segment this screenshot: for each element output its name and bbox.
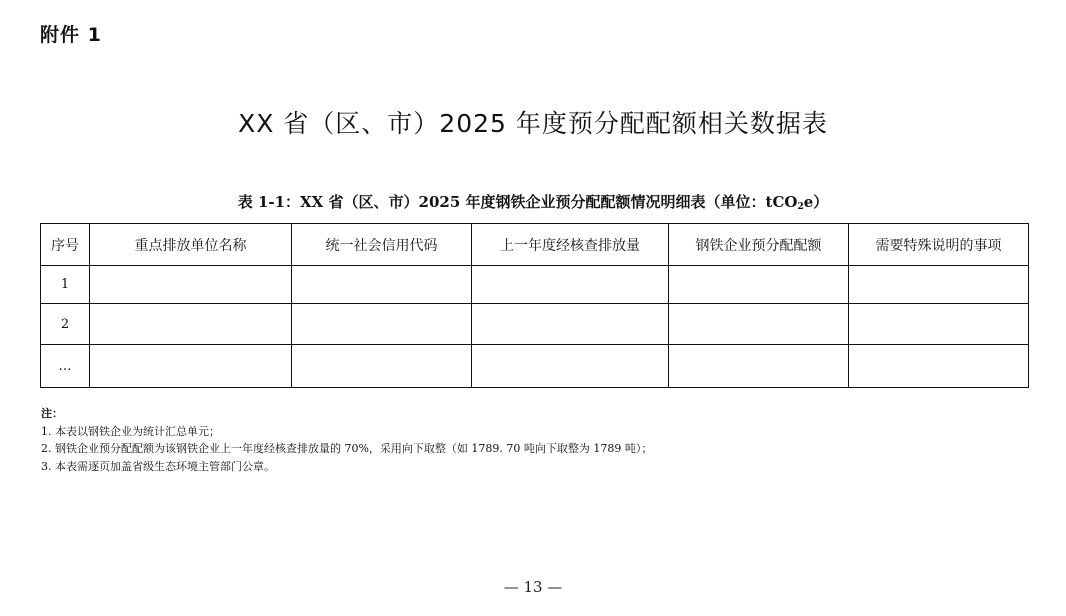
table-title	[0, 191, 1066, 212]
table-cell	[472, 304, 669, 345]
table-cell	[669, 304, 849, 345]
notes-heading: 注：	[41, 407, 63, 420]
table-header-row	[41, 224, 1029, 266]
header-pre-allocated-quota: 钢铁企业预分配配额	[669, 224, 849, 266]
table-row	[41, 345, 1029, 388]
page-number: — 13 —	[503, 578, 563, 596]
header-entity-name: 重点排放单位名称	[90, 224, 292, 266]
table-title-prefix: 表 1-1：XX 省（区、市）2025 年度钢铁企业预分配配额情况明细表（单位：tCO	[237, 193, 798, 211]
data-table	[40, 223, 1029, 388]
header-credit-code: 统一社会信用代码	[292, 224, 472, 266]
page-title: XX 省（区、市）2025 年度预分配配额相关数据表	[238, 109, 828, 138]
table-cell	[292, 266, 472, 304]
table-cell	[90, 345, 292, 388]
table-title-subscript: 2	[797, 202, 804, 212]
attachment-label: 附件 1	[40, 24, 102, 46]
header-verified-emissions: 上一年度经核查排放量	[472, 224, 669, 266]
table-cell	[849, 266, 1029, 304]
table-cell: …	[41, 345, 90, 388]
table-cell	[90, 266, 292, 304]
note-item: 2. 钢铁企业预分配配额为该钢铁企业上一年度经核查排放量的 70%，采用向下取整（如 1789. 70 吨向下取整为 1789 吨）；	[41, 442, 653, 455]
header-serial-number: 序号	[41, 224, 90, 266]
table-cell	[90, 304, 292, 345]
table-cell	[669, 345, 849, 388]
table-row	[41, 266, 1029, 304]
table-title-suffix: e）	[803, 193, 829, 211]
notes-section	[41, 405, 652, 475]
note-item: 3. 本表需逐页加盖省级生态环境主管部门公章。	[41, 459, 275, 473]
table-cell	[472, 345, 669, 388]
table-cell	[292, 345, 472, 388]
table-cell	[849, 304, 1029, 345]
table-cell	[669, 266, 849, 304]
table-cell	[292, 304, 472, 345]
table-cell: 1	[41, 266, 90, 304]
table-cell: 2	[41, 304, 90, 345]
header-special-notes: 需要特殊说明的事项	[849, 224, 1029, 266]
table-row	[41, 304, 1029, 345]
table-cell	[472, 266, 669, 304]
table-cell	[849, 345, 1029, 388]
note-item: 1. 本表以钢铁企业为统计汇总单元；	[41, 424, 220, 438]
